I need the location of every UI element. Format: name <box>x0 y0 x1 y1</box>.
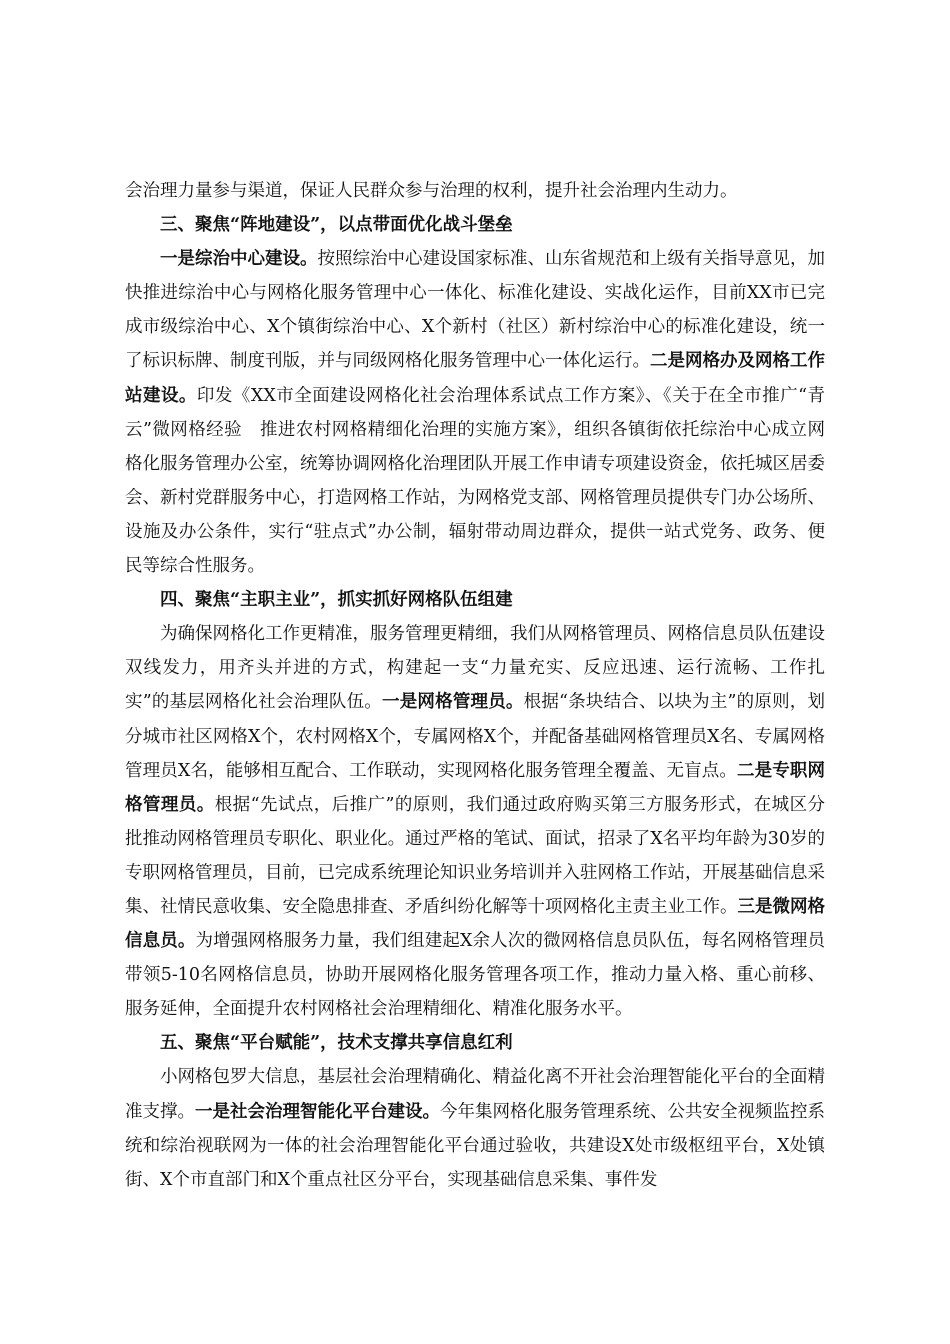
bold-lead-grid-manager: 一是网格管理员。 <box>382 692 524 713</box>
paragraph-text: 为确保网格化工作更精准，服务管理更精细，我们从网格管理员、网格信息员队伍建设双线发力，用齐头并进的方式，构建起一支“力量充实、反应迅速、运行流畅、工作扎实”的基层网格化社会治理队伍。 <box>125 624 825 713</box>
paragraph-text: 会治理力量参与渠道，保证人民群众参与治理的权利，提升社会治理内生动力。 <box>125 181 738 201</box>
bold-lead-smart-platform: 一是社会治理智能化平台建设。 <box>195 1101 440 1122</box>
paragraph-text: 根据“条块结合、以块为主”的原则，划分城市社区网格X个，农村网格X个，专属网格X个，并配备基础网格管理员X名、专属网格管理员X名，能够相互配合、工作联动，实现网格化服务管理全覆盖、无盲点。 <box>125 692 825 781</box>
paragraph-text: 今年集网格化服务管理系统、公共安全视频监控系统和综治视联网为一体的社会治理智能化平台通过验收，共建设X处市级枢纽平台，X处镇街、X个市直部门和X个重点社区分平台，实现基础信息采集、事件发 <box>125 1101 825 1190</box>
paragraph-continuation <box>125 174 825 208</box>
paragraph-text: 印发《XX市全面建设网格化社会治理体系试点工作方案》、《关于在全市推广“青云”微网格经验 推进农村网格精细化治理的实施方案》，组织各镇街依托综治中心成立网格化服务管理办公室，统筹协调网格化治理团队开展工作申请专项建设资金，依托城区居委会、新村党群服务中心，打造网格工作站，为网格党支部、网格管理员提供专门办公场所、设施及办公条件，实行“驻点式”办公制，辐射带动周边群众，提供一站式党务、政务、便民等综合性服务。 <box>125 385 825 577</box>
bold-lead-comprehensive-center: 一是综治中心建设。 <box>160 249 318 270</box>
paragraph-text: 为增强网格服务力量，我们组建起X余人次的微网格信息员队伍，每名网格管理员带领5-10名网格信息员，协助开展网格化服务管理各项工作，推动力量入格、重心前移、服务延伸，全面提升农村网格社会治理精细化、精准化服务水平。 <box>125 931 826 1020</box>
paragraph-position-building <box>125 242 825 583</box>
section-heading-3: 三、聚焦“阵地建设”，以点带面优化战斗堡垒 <box>160 215 513 236</box>
paragraph-text: 按照综治中心建设国家标准、山东省规范和上级有关指导意见，加快推进综治中心与网格化服务管理中心一体化、标准化建设、实战化运作，目前XX市已完成市级综治中心、X个镇街综治中心、X个新村（社区）新村综治中心的标准化建设，统一了标识标牌、制度刊版，并与同级网格化服务管理中心一体化运行。 <box>125 249 825 372</box>
bold-lead-grid-office: 二是网格办及网格工作站建设。 <box>125 351 825 406</box>
paragraph-text: 根据“先试点，后推广”的原则，我们通过政府购买第三方服务形式，在城区分批推动网格管理员专职化、职业化。通过严格的笔试、面试，招录了X名平均年龄为30岁的专职网格管理员，目前，已完成系统理论知识业务培训并入驻网格工作站，开展基础信息采集、社情民意收集、安全隐患排查、矛盾纠纷化解等十项网格化主责主业工作。 <box>125 794 826 917</box>
paragraph-platform <box>125 1060 825 1196</box>
section-heading-5: 五、聚焦“平台赋能”，技术支撑共享信息红利 <box>160 1033 513 1054</box>
bold-lead-fulltime-manager: 二是专职网格管理员。 <box>125 760 826 815</box>
document-body <box>125 174 825 1197</box>
section-heading-4: 四、聚焦“主职主业”，抓实抓好网格队伍组建 <box>160 590 513 611</box>
bold-lead-micro-grid-informant: 三是微网格信息员。 <box>125 896 825 952</box>
paragraph-text: 小网格包罗大信息，基层社会治理精确化、精益化离不开社会治理智能化平台的全面精准支撑。 <box>125 1067 825 1122</box>
paragraph-grid-team <box>125 617 825 1026</box>
